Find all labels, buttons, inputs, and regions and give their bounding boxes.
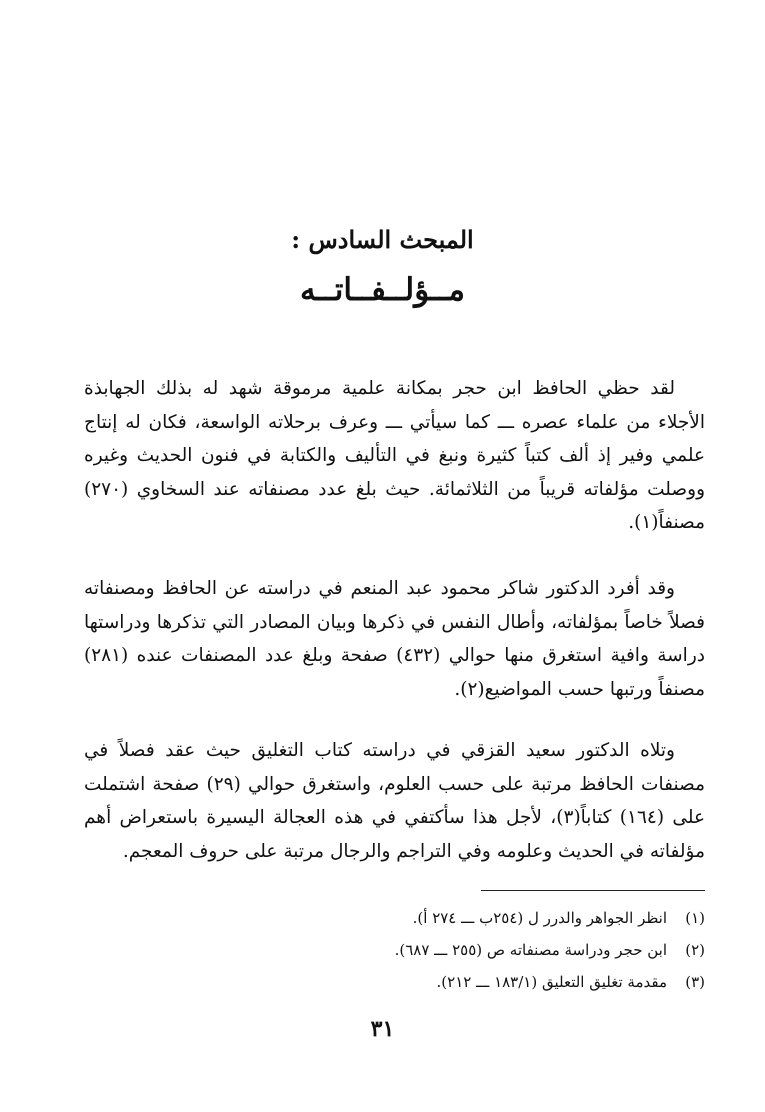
section-title: مــؤلــفــاتــه xyxy=(299,272,466,308)
paragraph-text: لقد حظي الحافظ ابن حجر بمكانة علمية مرموقة شهد له بذلك الجهابذة الأجلاء من علماء عصره ـــ كما سيأتي ـــ وعرف برحلاته الواسعة، فكان له إنتاج علمي وفير إذ ألف كتباً كثيرة ونبغ في التأليف والكتابة في فنون الحديث وغيره ووصلت مؤلفاته قريباً من الثلاثمائة. حيث بلغ عدد مصنفاته عند السخاوي (٢٧٠) مصنفاً(١). xyxy=(84,378,705,533)
footnote-text: مقدمة تغليق التعليق (١٨٣/١ ـــ ٢١٢). xyxy=(436,973,667,991)
paragraph-text: وتلاه الدكتور سعيد القزقي في دراسته كتاب التغليق حيث عقد فصلاً في مصنفات الحافظ مرتبة على حسب العلوم، واستغرق حوالي (٢٩) صفحة اشتملت على (١٦٤) كتاباً(٣)، لأجل هذا سأكتفي في هذه العجالة اليسيرة باستعراض أهم مؤلفاته في الحديث وعلومه وفي التراجم والرجال مرتبة على حروف المعجم. xyxy=(84,740,705,862)
body-paragraph-1 xyxy=(84,372,705,540)
footnote-number: (٢) xyxy=(685,941,705,959)
footnote-number: (٣) xyxy=(685,973,705,991)
footnote-item xyxy=(84,934,705,966)
footnotes xyxy=(84,902,705,998)
footnote-separator xyxy=(481,890,705,891)
footnote-item xyxy=(84,902,705,934)
footnote-item xyxy=(84,966,705,998)
chapter-heading: المبحث السادس : xyxy=(291,225,474,254)
footnote-text: ابن حجر ودراسة مصنفاته ص (٢٥٥ ـــ ٦٨٧). xyxy=(394,941,667,959)
body-paragraph-3 xyxy=(84,734,705,868)
body-paragraph-2 xyxy=(84,572,705,706)
page-number: ٣١ xyxy=(370,1016,395,1042)
paragraph-text: وقد أفرد الدكتور شاكر محمود عبد المنعم في دراسته عن الحافظ ومصنفاته فصلاً خاصاً بمؤلفاته، وأطال النفس في ذكرها وبيان المصادر التي تذكرها ودراستها دراسة وافية استغرق منها حوالي (٤٣٢) صفحة وبلغ عدد المصنفات عنده (٢٨١) مصنفاً ورتبها حسب المواضيع(٢). xyxy=(84,578,705,700)
footnote-number: (١) xyxy=(685,909,705,927)
footnote-text: انظر الجواهر والدرر ل (٢٥٤ب ـــ ٢٧٤ أ). xyxy=(412,909,667,927)
